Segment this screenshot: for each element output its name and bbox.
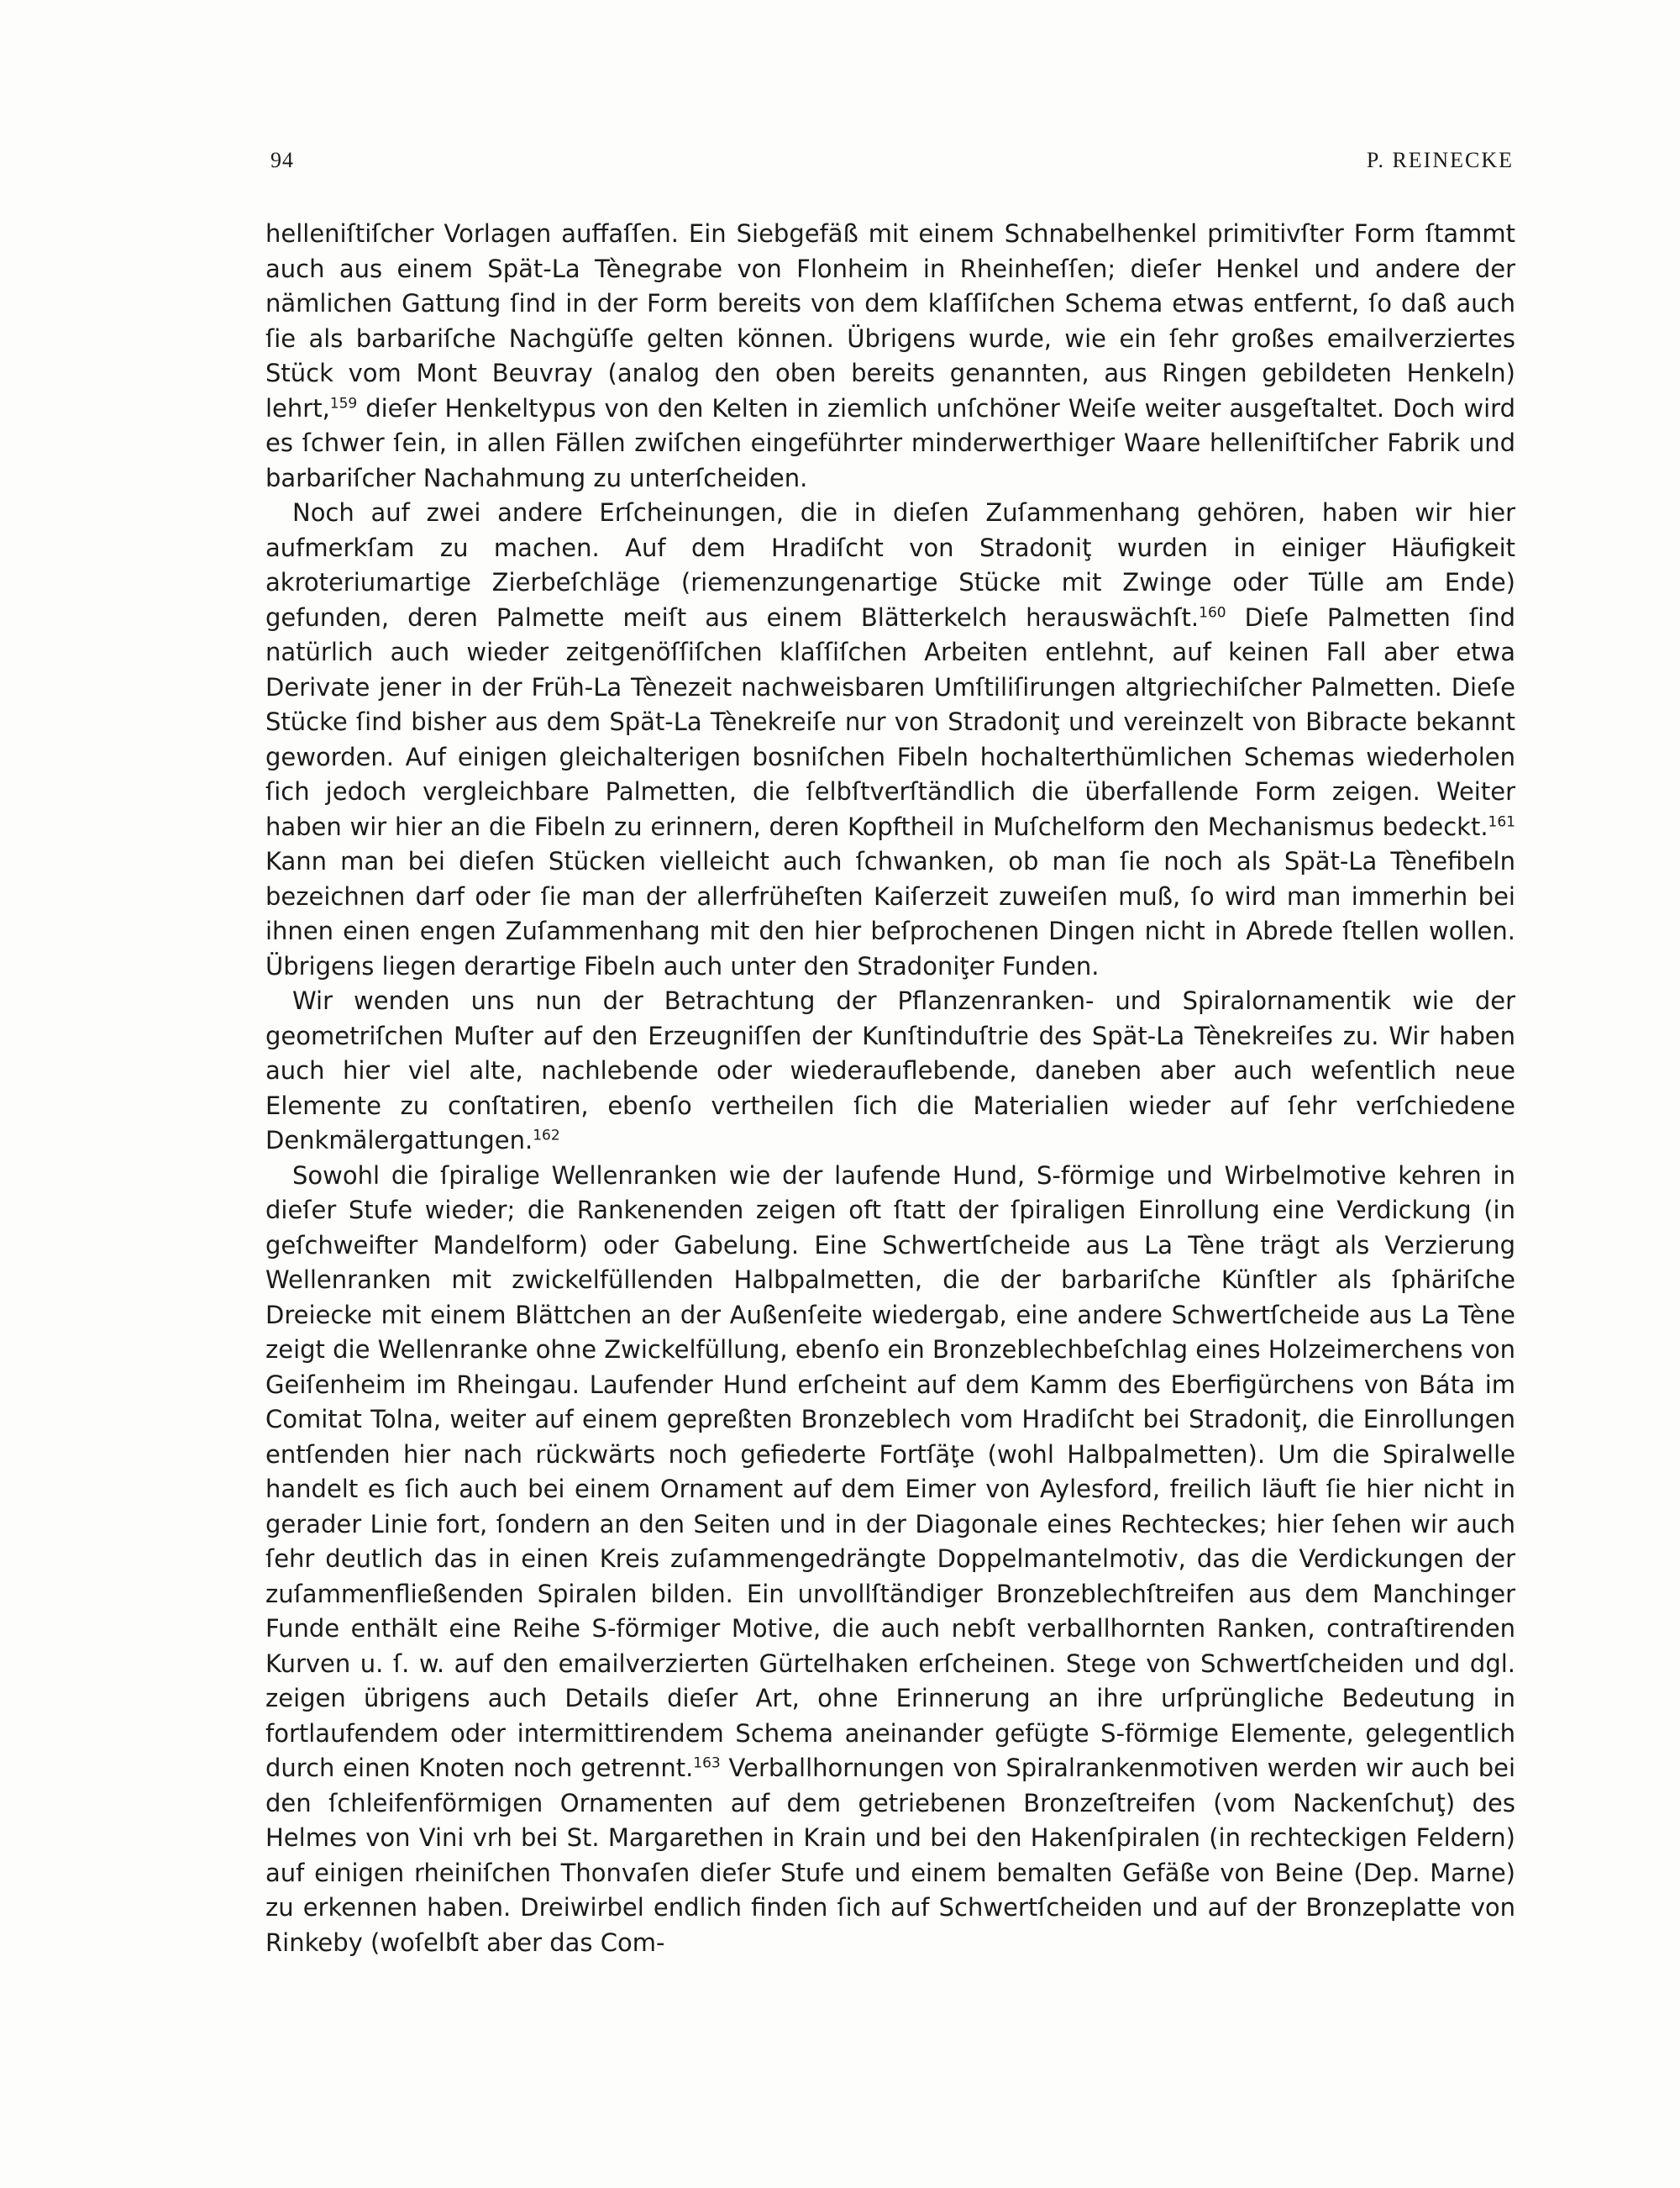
paragraph <box>265 496 1515 984</box>
text-run: Wir wenden uns nun der Betrachtung der Pflanzenranken- und Spiralornamentik wie der geometriſchen Muſter auf den Erzeugniſſen der Kunſtinduſtrie des Spät-La Tènekreiſes zu. Wir haben auch hier viel alte, nachlebende oder wiederauflebende, daneben aber auch weſentlich neue Elemente zu conſtatiren, ebenſo vertheilen ſich die Materialien wieder auf ſehr verſchiedene Denkmälergattungen. <box>265 986 1515 1154</box>
text-run: Sowohl die ſpiralige Wellenranken wie der laufende Hund, S-förmige und Wirbelmotive kehren in dieſer Stufe wieder; die Rankenenden zeigen oft ſtatt der ſpiraligen Einrollung eine Verdickung (in geſchweifter Mandelform) oder Gabelung. Eine Schwertſcheide aus La Tène trägt als Verzierung Wellenranken mit zwickelfüllenden Halbpalmetten, die der barbariſche Künſtler als ſphäriſche Dreiecke mit einem Blättchen an der Außenſeite wiedergab, eine andere Schwertſcheide aus La Tène zeigt die Wellenranke ohne Zwickelfüllung, ebenſo ein Bronzeblechbeſchlag eines Holzeimerchens von Geiſenheim im Rheingau. Laufender Hund erſcheint auf dem Kamm des Eberfigürchens von Báta im Comitat Tolna, weiter auf einem gepreßten Bronzeblech vom Hradiſcht bei Stradoniţ, die Einrollungen entſenden hier nach rückwärts noch gefiederte Fortſäţe (wohl Halbpalmetten). Um die Spiralwelle handelt es ſich auch bei einem Ornament auf dem Eimer von Aylesford, freilich läuft ſie hier nicht in gerader Linie fort, ſondern an den Seiten und in der Diagonale eines Rechteckes; hier ſehen wir auch ſehr deutlich das in einen Kreis zuſammengedrängte Doppelmantelmotiv, das die Verdickungen der zuſammenfließenden Spiralen bilden. Ein unvollſtändiger Bronzeblechſtreifen aus dem Manchinger Funde enthält eine Reihe S-förmiger Motive, die auch nebſt verballhornten Ranken, contraſtirenden Kurven u. ſ. w. auf den emailverzierten Gürtelhaken erſcheinen. Stege von Schwertſcheiden und dgl. zeigen übrigens auch Details dieſer Art, ohne Erinnerung an ihre urſprüngliche Bedeutung in fortlaufendem oder intermittirendem Schema aneinander gefügte S-förmige Elemente, gelegentlich durch einen Knoten noch getrennt. <box>265 1160 1515 1782</box>
paragraph <box>265 1159 1515 1961</box>
footnote-ref-161: 161 <box>1488 813 1515 830</box>
text-run: dieſer Henkeltypus von den Kelten in ziemlich unſchöner Weiſe weiter ausgeſtaltet. Doch wird es ſchwer ſein, in allen Fällen zwiſchen eingeführter minderwerthiger Waare helleniſtiſcher Fabrik und barbariſcher Nachahmung zu unterſcheiden. <box>265 393 1515 492</box>
text-run: Kann man bei dieſen Stücken vielleicht auch ſchwanken, ob man ſie noch als Spät-La Tènefibeln bezeichnen darf oder ſie man der allerfrüheſten Kaiſerzeit zuweiſen muß, ſo wird man immerhin bei ihnen einen engen Zuſammenhang mit den hier beſprochenen Dingen nicht in Abrede ſtellen wollen. Übrigens liegen derartige Fibeln auch unter den Stradoniţer Funden. <box>265 847 1515 981</box>
footnote-ref-162: 162 <box>533 1127 560 1144</box>
page-number: 94 <box>270 148 294 172</box>
running-header <box>270 148 1514 181</box>
text-run: Verballhornungen von Spiralrankenmotiven werden wir auch bei den ſchleifenförmigen Ornamenten auf dem getriebenen Bronzeſtreifen (vom Nackenſchuţ) des Helmes von Vini vrh bei St. Margarethen in Krain und bei den Hakenſpiralen (in rechteckigen Feldern) auf einigen rheiniſchen Thonvaſen dieſer Stufe und einem bemalten Gefäße von Beine (Dep. Marne) zu erkennen haben. Dreiwirbel endlich finden ſich auf Schwertſcheiden und auf der Bronzeplatte von Rinkeby (woſelbſt aber das Com- <box>265 1754 1515 1957</box>
text-run: helleniſtiſcher Vorlagen auffaſſen. Ein Siebgefäß mit einem Schnabelhenkel primitivſter Form ſtammt auch aus einem Spät-La Tènegrabe von Flonheim in Rheinheſſen; dieſer Henkel und andere der nämlichen Gattung ſind in der Form bereits von dem klaſſiſchen Schema etwas entfernt, ſo daß auch ſie als barbariſche Nachgüſſe gelten können. Übrigens wurde, wie ein ſehr großes emailverziertes Stück vom Mont Beuvray (analog den oben bereits genannten, aus Ringen gebildeten Henkeln) lehrt, <box>265 219 1515 423</box>
text-run: Noch auf zwei andere Erſcheinungen, die in dieſen Zuſammenhang gehören, haben wir hier aufmerkſam zu machen. Auf dem Hradiſcht von Stradoniţ wurden in einiger Häufigkeit akroteriumartige Zierbeſchläge (riemenzungenartige Stücke mit Zwinge oder Tülle am Ende) gefunden, deren Palmette meiſt aus einem Blätterkelch herauswächſt. <box>265 498 1515 632</box>
paragraph <box>265 217 1515 496</box>
paragraph <box>265 984 1515 1159</box>
body-text <box>265 217 1515 1960</box>
text-run: Dieſe Palmetten ſind natürlich auch wieder zeitgenöſſiſchen klaſſiſchen Arbeiten entlehnt, auf keinen Fall aber etwa Derivate jener in der Früh-La Tènezeit nachweisbaren Umſtiliſirungen altgriechiſcher Palmetten. Dieſe Stücke ſind bisher aus dem Spät-La Tènekreiſe nur von Stradoniţ und vereinzelt von Bibracte bekannt geworden. Auf einigen gleichalterigen bosniſchen Fibeln hochalterthümlichen Schemas wiederholen ſich jedoch vergleichbare Palmetten, die ſelbſtverſtändlich die überfallende Form zeigen. Weiter haben wir hier an die Fibeln zu erinnern, deren Kopftheil in Muſchelform den Mechanismus bedeckt. <box>265 602 1515 841</box>
footnote-ref-163: 163 <box>693 1754 721 1772</box>
footnote-ref-160: 160 <box>1199 603 1226 621</box>
footnote-ref-159: 159 <box>329 394 358 412</box>
running-head-author: P. REINECKE <box>1366 148 1514 172</box>
